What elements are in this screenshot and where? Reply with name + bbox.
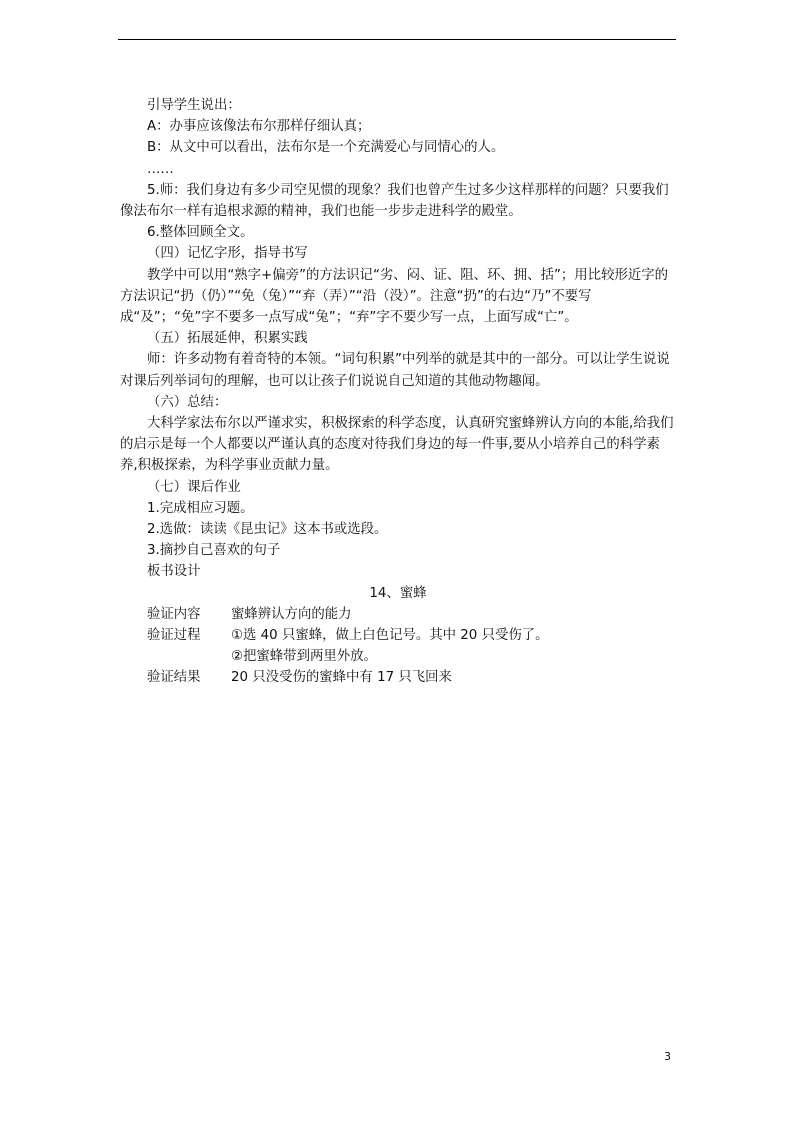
board-row — [120, 625, 676, 646]
section-heading: （五）拓展延伸，积累实践 — [147, 331, 308, 347]
board-row-value: 蜜蜂辨认方向的能力 — [231, 606, 352, 622]
paragraph: B：从文中可以看出，法布尔是一个充满爱心与同情心的人。 — [147, 140, 505, 156]
board-row — [120, 667, 676, 688]
paragraph: 教学中可以用“熟字+偏旁”的方法识记“劣、闷、证、阻、环、拥、括”；用比较形近字的方法识记“扔（仍）”“免（兔）”“弃（弄）”“沿（没）”。注意“扔”的右边“乃”不要写成“及”；“免”字不要多一点写成“兔”；“弃”字不要少写一点，上面写成“亡”。 — [120, 267, 669, 326]
board-row-value: ①选 40 只蜜蜂，做上白色记号。其中 20 只受伤了。 — [231, 628, 549, 644]
board-row-label: 验证结果 — [147, 670, 201, 686]
paragraph: A：办事应该像法布尔那样仔细认真； — [147, 119, 371, 135]
paragraph: 3.摘抄自己喜欢的句子 — [147, 543, 281, 559]
paragraph: 引导学生说出： — [147, 98, 241, 113]
board-title: 14、蜜蜂 — [369, 585, 427, 601]
board-row-value: 20 只没受伤的蜜蜂中有 17 只飞回来 — [231, 670, 452, 686]
board-row-label: 验证内容 — [147, 606, 201, 622]
paragraph: 板书设计 — [147, 564, 201, 580]
board-row-value: ②把蜜蜂带到两里外放。 — [231, 649, 377, 665]
paragraph: 2.选做：读读《昆虫记》这本书或选段。 — [147, 522, 388, 538]
board-row — [120, 646, 676, 667]
document-body — [120, 95, 676, 689]
section-heading: （六）总结： — [147, 394, 228, 410]
paragraph: 5.师：我们身边有多少司空见惯的现象？我们也曾产生过多少这样那样的问题？只要我们像法布尔一样有追根求源的精神，我们也能一步步走进科学的殿堂。 — [120, 182, 669, 220]
paragraph: 6.整体回顾全文。 — [147, 225, 254, 241]
page-number: 3 — [664, 1050, 671, 1063]
board-row-label: 验证过程 — [147, 628, 201, 644]
paragraph: 师：许多动物有着奇特的本领。“词句积累”中列举的就是其中的一部分。可以让学生说说对课后列举词句的理解，也可以让孩子们说说自己知道的其他动物趣闻。 — [120, 352, 670, 389]
header-rule — [118, 39, 676, 40]
board-row — [120, 604, 676, 625]
board-row-label — [147, 646, 231, 667]
section-heading: （七）课后作业 — [147, 479, 241, 495]
paragraph: 1.完成相应习题。 — [147, 500, 254, 516]
paragraph: …… — [147, 161, 174, 177]
section-heading: （四）记忆字形，指导书写 — [147, 246, 308, 262]
paragraph: 大科学家法布尔以严谨求实，积极探索的科学态度，认真研究蜜蜂辨认方向的本能,给我们的启示是每一个人都要以严谨认真的态度对待我们身边的每一件事,要从小培养自己的科学素养,积极探索，为科学事业贡献力量。 — [120, 416, 674, 474]
